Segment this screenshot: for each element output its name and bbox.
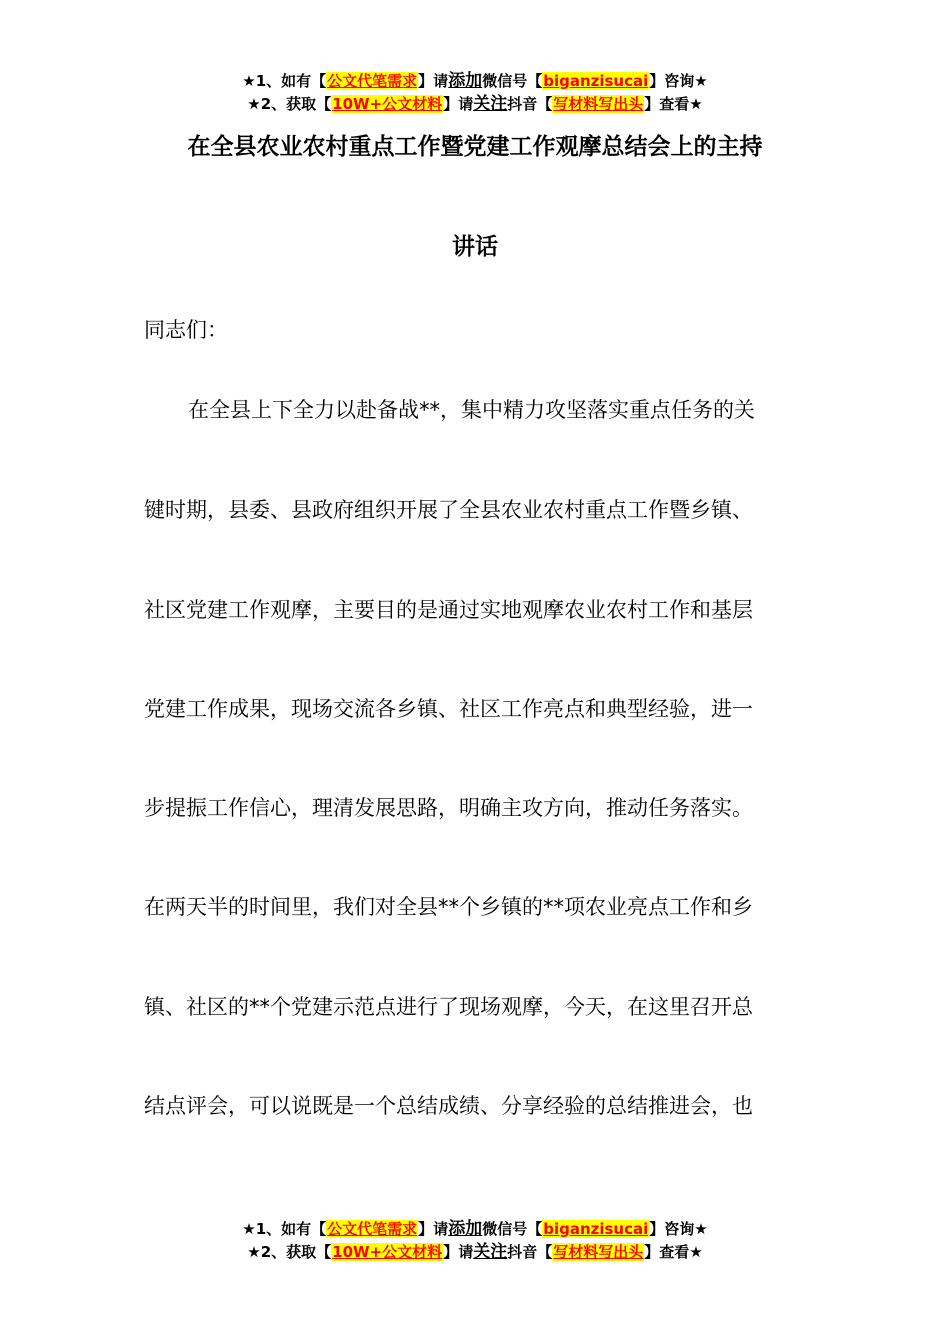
document-title-continued: 讲话 (452, 234, 498, 260)
banner-douyin-name: 写材料写出头 (553, 1243, 644, 1261)
document-title: 在全县农业农村重点工作暨党建工作观摩总结会上的主持 (187, 134, 763, 160)
body-line: 结点评会，可以说既是一个总结成绩、分享经验的总结推进会，也 (144, 1094, 753, 1118)
banner-douyin-name: 写材料写出头 (553, 95, 644, 113)
banner-line-1: ★1、如有【公文代笔需求】请添加微信号【biganzisucai】咨询★ (242, 71, 708, 91)
body-line: 键时期，县委、县政府组织开展了全县农业农村重点工作暨乡镇、 (144, 498, 753, 522)
body-line: 步提振工作信心，理清发展思路，明确主攻方向，推动任务落实。 (144, 796, 753, 820)
greeting: 同志们： (144, 318, 228, 342)
body-line: 在两天半的时间里，我们对全县**个乡镇的**项农业亮点工作和乡 (144, 895, 753, 919)
banner-highlight: 10W+公文材料 (332, 1243, 443, 1261)
banner-highlight: 公文代笔需求 (327, 1220, 418, 1238)
banner-wechat-id: biganzisucai (543, 1220, 649, 1238)
header-banner (0, 70, 950, 116)
body-line: 党建工作成果，现场交流各乡镇、社区工作亮点和典型经验，进一 (144, 697, 753, 721)
body-line: 社区党建工作观摩，主要目的是通过实地观摩农业农村工作和基层 (144, 598, 753, 622)
banner-line-2: ★2、获取【10W+公文材料】请关注抖音【写材料写出头】查看★ (247, 94, 703, 114)
banner-highlight: 公文代笔需求 (327, 72, 418, 90)
banner-line-1: ★1、如有【公文代笔需求】请添加微信号【biganzisucai】咨询★ (242, 1219, 708, 1239)
banner-wechat-id: biganzisucai (543, 72, 649, 90)
body-line: 镇、社区的**个党建示范点进行了现场观摩，今天，在这里召开总 (144, 995, 753, 1019)
banner-line-2: ★2、获取【10W+公文材料】请关注抖音【写材料写出头】查看★ (247, 1242, 703, 1262)
banner-highlight: 10W+公文材料 (332, 95, 443, 113)
body-line: 在全县上下全力以赴备战**，集中精力攻坚落实重点任务的关 (188, 398, 755, 422)
footer-banner (0, 1218, 950, 1264)
